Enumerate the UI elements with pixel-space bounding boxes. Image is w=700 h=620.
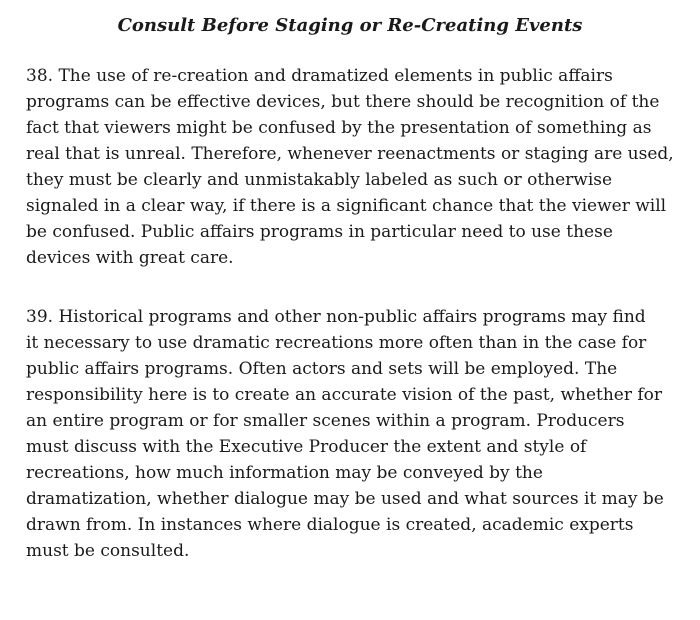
paragraph-line: must discuss with the Executive Producer the extent and style of bbox=[26, 437, 587, 457]
paragraph-line: dramatization, whether dialogue may be used and what sources it may be bbox=[26, 489, 664, 509]
paragraph-line: 39. Historical programs and other non-public affairs programs may find bbox=[26, 307, 646, 327]
paragraph-line: responsibility here is to create an accurate vision of the past, whether for bbox=[26, 385, 663, 405]
paragraph-line: they must be clearly and unmistakably labeled as such or otherwise bbox=[26, 170, 613, 190]
paragraph-line: recreations, how much information may be conveyed by the bbox=[26, 463, 543, 483]
paragraph-line: 38. The use of re-creation and dramatized elements in public affairs bbox=[26, 66, 613, 86]
paragraph-line: signaled in a clear way, if there is a significant chance that the viewer will bbox=[26, 196, 667, 216]
paragraph-line: it necessary to use dramatic recreations more often than in the case for bbox=[26, 333, 647, 353]
paragraph-line: fact that viewers might be confused by the presentation of something as bbox=[26, 118, 652, 138]
paragraph-line: drawn from. In instances where dialogue is created, academic experts bbox=[26, 515, 634, 535]
paragraph-line: devices with great care. bbox=[26, 248, 234, 268]
paragraph-line: must be consulted. bbox=[26, 541, 190, 561]
paragraph-39 bbox=[26, 304, 676, 564]
paragraph-line: be confused. Public affairs programs in particular need to use these bbox=[26, 222, 613, 242]
paragraph-38 bbox=[26, 63, 676, 271]
paragraph-line: real that is unreal. Therefore, whenever reenactments or staging are used, bbox=[26, 144, 674, 164]
paragraph-line: public affairs programs. Often actors and sets will be employed. The bbox=[26, 359, 618, 379]
paragraph-line: programs can be effective devices, but there should be recognition of the bbox=[26, 92, 660, 112]
paragraph-line: an entire program or for smaller scenes within a program. Producers bbox=[26, 411, 625, 431]
section-heading: Consult Before Staging or Re-Creating Events bbox=[117, 15, 583, 36]
